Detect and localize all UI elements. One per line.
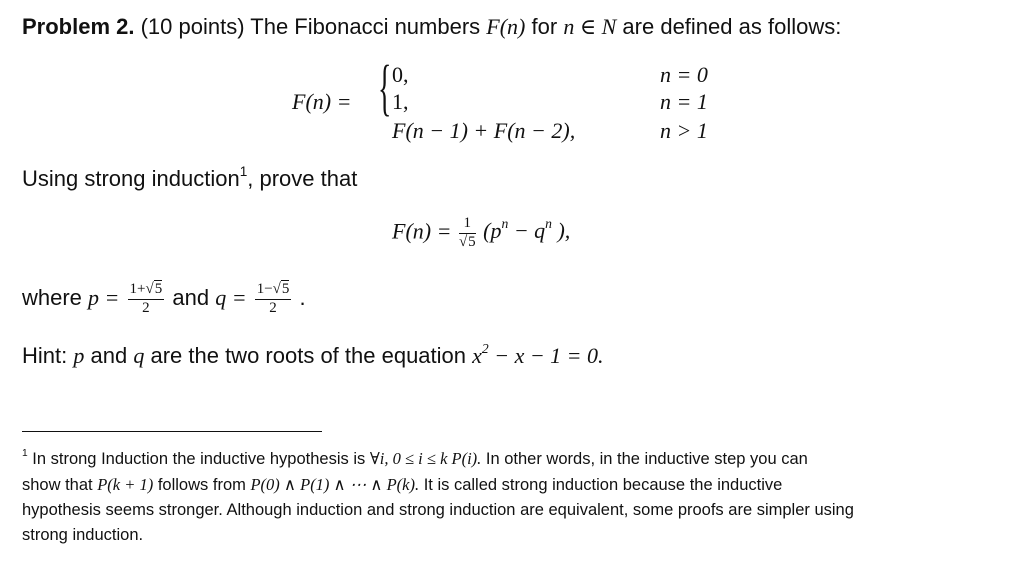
footnote (22, 446, 854, 548)
instruction-text: Using strong induction (22, 166, 240, 191)
footnote-ref: 1 (239, 163, 248, 179)
statement-mid: for (531, 14, 558, 39)
hint-and: and (90, 343, 128, 368)
case-0-value: 0, (392, 62, 409, 87)
case-1-value: 1, (392, 89, 409, 114)
q-eq: q = (215, 285, 247, 311)
statement-fn: F(n) (486, 14, 526, 39)
hint-label: Hint: (22, 343, 68, 368)
case-2-value: F(n − 1) + F(n − 2), (392, 118, 576, 143)
formula-lhs: F(n) = (392, 218, 452, 244)
hint-equation: $x^2 - x - 1 = 0$. (472, 340, 604, 368)
case-2-condition: n > 1 (660, 118, 708, 143)
formula-rhs: ($p^n - q^n$ ), (483, 215, 571, 244)
statement-domain: n ∈ N (563, 14, 617, 39)
footnote-line-4: strong induction. (22, 526, 144, 544)
footnote-rule (22, 431, 322, 432)
instruction (22, 163, 358, 192)
statement-pre: The Fibonacci numbers (250, 14, 481, 39)
footnote-line-3: hypothesis seems stronger. Although induction and strong induction are equivalent, some proofs are simpler using (22, 501, 854, 519)
period: . (299, 285, 306, 311)
q-fraction: $\frac{1-√5}{2}$ (256, 281, 290, 316)
problem-statement (22, 14, 841, 40)
where-line (22, 282, 306, 317)
definition-lhs: F(n) = (292, 89, 352, 114)
problem-label: Problem 2. (22, 14, 135, 39)
case-0-condition: n = 0 (660, 62, 708, 87)
hint-p: p (73, 343, 85, 368)
main-formula (392, 216, 570, 251)
definition-brace: { (378, 54, 392, 122)
footnote-line-2: show that P(k + 1) follows from P(0) ∧ P(1) ∧ ⋯ ∧ P(k). It is called strong induction because the inductive (22, 475, 783, 494)
where-word: where (22, 285, 82, 311)
hint-q: q (133, 343, 145, 368)
formula-frac-den: √5 (458, 233, 476, 250)
footnote-line-1: $^1$ In strong Induction the inductive hypothesis is ∀i, 0 ≤ i ≤ k P(i). In other words, in the inductive step you can (22, 447, 808, 468)
hint-line (22, 340, 604, 369)
case-1-condition: n = 1 (660, 89, 708, 114)
statement-post: are defined as follows: (622, 14, 842, 39)
problem-points: (10 points) (140, 14, 245, 39)
hint-text: are the two roots of the equation (150, 343, 467, 368)
p-fraction: $\frac{1+√5}{2}$ (129, 281, 163, 316)
and-word: and (172, 285, 210, 311)
formula-frac-num: 1 (459, 216, 476, 234)
p-eq: p = (88, 285, 120, 311)
instruction-after: , prove that (247, 166, 358, 191)
footnote-mark: 1 (22, 447, 28, 459)
formula-fraction (459, 216, 476, 251)
